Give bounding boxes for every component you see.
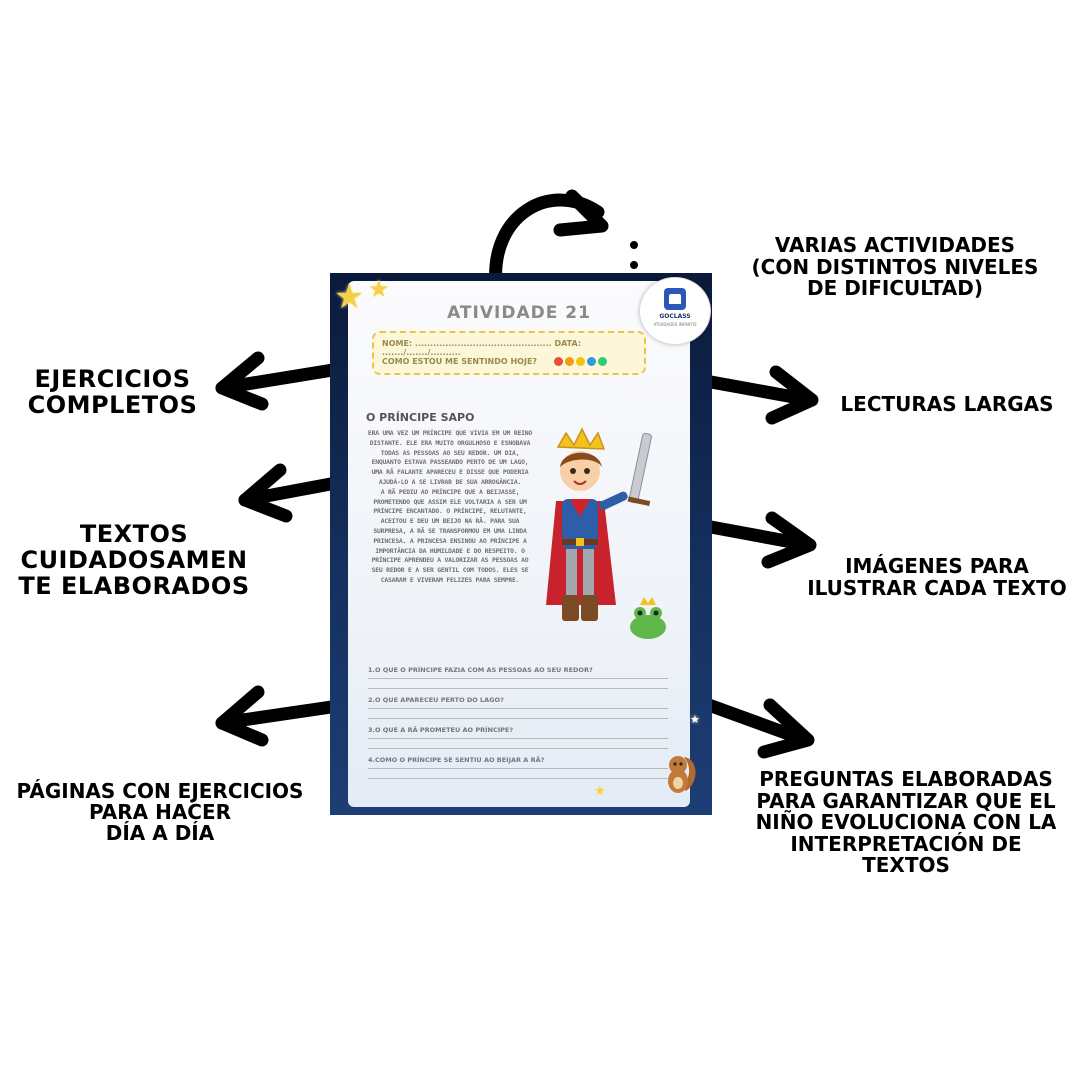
star-icon: ★ bbox=[594, 783, 606, 798]
star-icon: ★ bbox=[368, 276, 390, 303]
answer-line[interactable] bbox=[368, 708, 668, 709]
question-text: 4.COMO O PRÍNCIPE SE SENTIU AO BEIJAR A RÃ? bbox=[368, 756, 545, 764]
worksheet-page bbox=[330, 273, 712, 815]
callout-paginas: PÁGINAS CON EJERCICIOS PARA HACER DÍA A DÍA bbox=[16, 779, 304, 845]
question-text: 2.O QUE APARECEU PERTO DO LAGO? bbox=[368, 696, 504, 704]
callout-varias: VARIAS ACTIVIDADES (CON DISTINTOS NIVELES DE DIFICULTAD) bbox=[751, 233, 1039, 301]
worksheet-inner bbox=[348, 281, 690, 807]
story-paragraph: A RÃ PEDIU AO PRÍNCIPE QUE A BEIJASSE, PROMETENDO QUE ASSIM ELE VOLTARIA A SER UM PRÍNCIPE ENCANTADO. O PRÍNCIPE, RELUTANTE, ACEITOU E DEU UM BEIJO NA RÃ. PARA SUA SURPRESA, A RÃ SE TRANSFORMOU EM UMA LINDA PRINCESA. A PRINCESA ENSINOU AO PRÍNCIPE A IMPORTÂNCIA DA HUMILDADE E DO RESPEITO. O PRÍNCIPE APRENDEU A VALORIZAR AS PESSOAS AO SEU REDOR E A SER GENTIL COM TODOS. ELES SE CASARAM E VIVERAM FELIZES PARA SEMPRE. bbox=[371, 487, 529, 584]
answer-line[interactable] bbox=[368, 688, 668, 689]
answer-line[interactable] bbox=[368, 768, 668, 769]
answer-line[interactable] bbox=[368, 778, 668, 779]
story-title: O PRÍNCIPE SAPO bbox=[366, 411, 475, 424]
callout-preguntas: PREGUNTAS ELABORADAS PARA GARANTIZAR QUE EL NIÑO EVOLUCIONA CON LA INTERPRETACIÓN DE TEXTOS bbox=[755, 767, 1057, 878]
worksheet-title: ATIVIDADE 21 bbox=[447, 303, 591, 323]
name-box bbox=[372, 331, 646, 375]
mood-dot[interactable] bbox=[554, 357, 563, 366]
name-date-line: NOME: ............................................. DATA: ......./......./.......... bbox=[382, 339, 582, 357]
callout-lecturas: LECTURAS LARGAS bbox=[840, 392, 1054, 416]
mood-dot[interactable] bbox=[576, 357, 585, 366]
story-paragraph: ERA UMA VEZ UM PRÍNCIPE QUE VIVIA EM UM REINO DISTANTE. ELE ERA MUITO ORGULHOSO E ESNOBAVA TODAS AS PESSOAS AO SEU REDOR. UM DIA, ENQUANTO ESTAVA PASSEANDO PERTO DE UM LAGO, UMA RÃ FALANTE APARECEU E DISSE QUE PODERIA AJUDÁ-LO A SE LIVRAR DE SUA ARROGÂNCIA. bbox=[367, 429, 533, 486]
feeling-prompt: COMO ESTOU ME SENTINDO HOJE? bbox=[382, 357, 538, 366]
answer-line[interactable] bbox=[368, 718, 668, 719]
mood-dot[interactable] bbox=[587, 357, 596, 366]
mood-dot[interactable] bbox=[565, 357, 574, 366]
callout-textos: TEXTOS CUIDADOSAMEN TE ELABORADOS bbox=[18, 520, 250, 600]
mood-dot[interactable] bbox=[598, 357, 607, 366]
squirrel-illustration bbox=[664, 751, 698, 795]
star-icon: ★ bbox=[334, 278, 365, 316]
question-text: 3.O QUE A RÃ PROMETEU AO PRÍNCIPE? bbox=[368, 726, 514, 734]
prince-illustration bbox=[540, 427, 670, 647]
callout-ejercicios: EJERCICIOS COMPLETOS bbox=[27, 365, 198, 419]
star-icon: ★ bbox=[690, 714, 700, 726]
logo-house-icon bbox=[664, 288, 686, 310]
logo-name: GOCLASS bbox=[659, 313, 691, 320]
answer-line[interactable] bbox=[368, 738, 668, 739]
answer-line[interactable] bbox=[368, 678, 668, 679]
answer-line[interactable] bbox=[368, 748, 668, 749]
question-text: 1.O QUE O PRÍNCIPE FAZIA COM AS PESSOAS AO SEU REDOR? bbox=[368, 666, 593, 674]
logo-tagline: ATIVIDADES INFANTIS bbox=[653, 322, 697, 327]
callout-imagenes: IMÁGENES PARA ILUSTRAR CADA TEXTO bbox=[807, 554, 1067, 600]
story-text bbox=[366, 429, 534, 586]
goclass-logo bbox=[639, 277, 711, 345]
